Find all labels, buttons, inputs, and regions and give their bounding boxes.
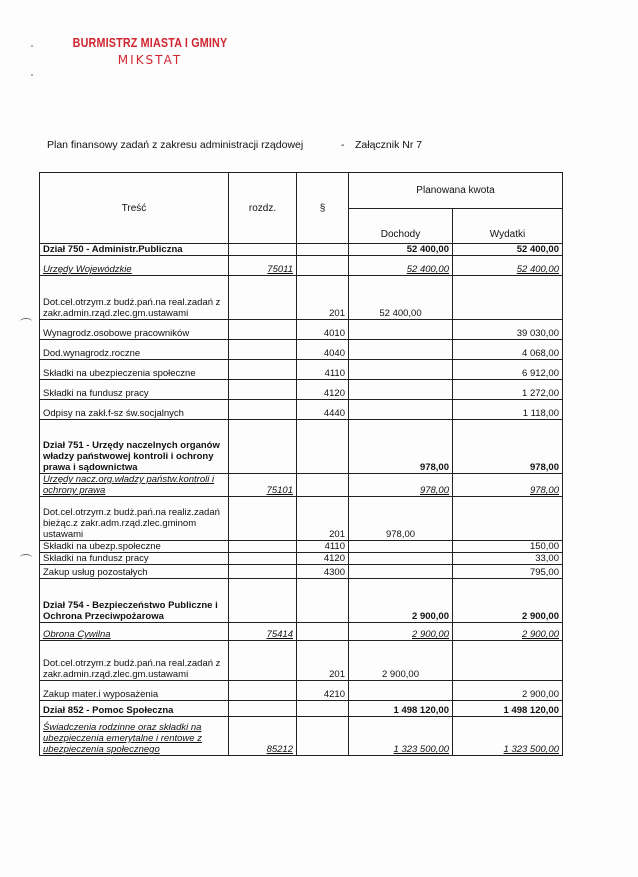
header-row	[40, 173, 563, 209]
cell-rozdz: 85212	[229, 717, 297, 756]
cell-expenses: 33,00	[453, 553, 563, 565]
document-title: Plan finansowy zadań z zakresu administracji rządowej	[47, 139, 304, 151]
cell-paragraph	[297, 579, 349, 623]
cell-income	[349, 340, 453, 360]
cell-income: 2 900,00	[349, 623, 453, 641]
header-income: Dochody	[349, 209, 453, 244]
cell-paragraph: 4010	[297, 320, 349, 340]
cell-tresc: Obrona Cywilna	[40, 623, 229, 641]
cell-rozdz	[229, 276, 297, 320]
cell-rozdz	[229, 579, 297, 623]
cell-tresc: Dział 754 - Bezpieczeństwo Publiczne i Ochrona Przeciwpożarowa	[40, 579, 229, 623]
table-row	[40, 340, 563, 360]
cell-tresc: Świadczenia rodzinne oraz składki na ubezpieczenia emerytalne i rentowe z ubezpieczenia społecznego	[40, 717, 229, 756]
chapter-row	[40, 256, 563, 276]
cell-income: 978,00	[349, 497, 453, 541]
cell-tresc: Dział 750 - Administr.Publiczna	[40, 244, 229, 256]
cell-tresc: Wynagrodz.osobowe pracowników	[40, 320, 229, 340]
cell-tresc: Dot.cel.otrzym.z budż.pań.na real.zadań z zakr.admin.rząd.zlec.gm.ustawami	[40, 641, 229, 681]
cell-expenses: 52 400,00	[453, 256, 563, 276]
table-row	[40, 565, 563, 579]
title-separator: -	[341, 139, 345, 151]
cell-expenses: 978,00	[453, 420, 563, 474]
cell-paragraph: 4120	[297, 380, 349, 400]
cell-income: 978,00	[349, 420, 453, 474]
cell-tresc: Składki na fundusz pracy	[40, 553, 229, 565]
cell-paragraph	[297, 623, 349, 641]
cell-rozdz: 75101	[229, 474, 297, 497]
cell-income	[349, 681, 453, 701]
cell-paragraph: 201	[297, 641, 349, 681]
cell-expenses: 1 323 500,00	[453, 717, 563, 756]
cell-expenses	[453, 276, 563, 320]
cell-income	[349, 541, 453, 553]
table-row	[40, 380, 563, 400]
cell-income	[349, 565, 453, 579]
cell-rozdz: 75011	[229, 256, 297, 276]
chapter-row	[40, 474, 563, 497]
cell-paragraph	[297, 420, 349, 474]
scan-speck	[31, 45, 33, 47]
cell-expenses: 52 400,00	[453, 244, 563, 256]
cell-tresc: Dot.cel.otrzym.z budż.pań.na realiz.zadań bieżąc.z zakr.adm.rząd.zlec.gminom ustawami	[40, 497, 229, 541]
cell-expenses: 4 068,00	[453, 340, 563, 360]
cell-expenses: 1 498 120,00	[453, 701, 563, 717]
cell-income: 1 498 120,00	[349, 701, 453, 717]
header-expenses: Wydatki	[453, 209, 563, 244]
cell-rozdz	[229, 553, 297, 565]
margin-mark	[20, 318, 32, 325]
cell-paragraph: 4110	[297, 541, 349, 553]
cell-paragraph: 201	[297, 497, 349, 541]
cell-rozdz: 75414	[229, 623, 297, 641]
cell-expenses: 6 912,00	[453, 360, 563, 380]
cell-expenses: 2 900,00	[453, 623, 563, 641]
cell-tresc: Urzędy Wojewódzkie	[40, 256, 229, 276]
cell-rozdz	[229, 641, 297, 681]
cell-paragraph: 4300	[297, 565, 349, 579]
table-row	[40, 641, 563, 681]
cell-paragraph: 201	[297, 276, 349, 320]
cell-income: 52 400,00	[349, 244, 453, 256]
cell-income	[349, 400, 453, 420]
cell-expenses: 1 272,00	[453, 380, 563, 400]
scan-speck	[31, 74, 33, 76]
cell-expenses: 2 900,00	[453, 681, 563, 701]
chapter-row	[40, 623, 563, 641]
cell-paragraph: 4110	[297, 360, 349, 380]
cell-paragraph	[297, 701, 349, 717]
attachment-label: Załącznik Nr 7	[355, 139, 423, 151]
cell-income: 52 400,00	[349, 256, 453, 276]
table-row	[40, 681, 563, 701]
section-row	[40, 420, 563, 474]
table-row	[40, 276, 563, 320]
cell-income: 52 400,00	[349, 276, 453, 320]
table-row	[40, 320, 563, 340]
cell-expenses: 795,00	[453, 565, 563, 579]
section-row	[40, 244, 563, 256]
cell-income: 2 900,00	[349, 579, 453, 623]
cell-rozdz	[229, 701, 297, 717]
cell-paragraph: 4440	[297, 400, 349, 420]
margin-mark	[20, 554, 32, 561]
cell-income: 2 900,00	[349, 641, 453, 681]
table-row	[40, 400, 563, 420]
header-rozdz: rozdz.	[229, 173, 297, 244]
cell-expenses	[453, 641, 563, 681]
cell-rozdz	[229, 244, 297, 256]
cell-income	[349, 553, 453, 565]
table-row	[40, 553, 563, 565]
table-row	[40, 541, 563, 553]
cell-expenses: 150,00	[453, 541, 563, 553]
cell-rozdz	[229, 360, 297, 380]
cell-rozdz	[229, 380, 297, 400]
header-paragraph: §	[297, 173, 349, 244]
cell-paragraph	[297, 717, 349, 756]
cell-paragraph: 4210	[297, 681, 349, 701]
cell-paragraph	[297, 244, 349, 256]
cell-tresc: Dot.cel.otrzym.z budż.pań.na real.zadań z zakr.admin.rząd.zlec.gm.ustawami	[40, 276, 229, 320]
cell-income	[349, 380, 453, 400]
cell-tresc: Dod.wynagrodz.roczne	[40, 340, 229, 360]
cell-income: 1 323 500,00	[349, 717, 453, 756]
cell-paragraph: 4040	[297, 340, 349, 360]
stamp-line-1: BURMISTRZ MIASTA I GMINY	[72, 36, 228, 50]
cell-income	[349, 320, 453, 340]
section-row	[40, 579, 563, 623]
document-title-line	[47, 139, 423, 151]
cell-rozdz	[229, 565, 297, 579]
cell-rozdz	[229, 420, 297, 474]
cell-expenses: 978,00	[453, 474, 563, 497]
cell-expenses: 2 900,00	[453, 579, 563, 623]
cell-tresc: Zakup usług pozostałych	[40, 565, 229, 579]
header-planned-amount: Planowana kwota	[349, 173, 563, 209]
cell-expenses	[453, 497, 563, 541]
table-row	[40, 497, 563, 541]
cell-rozdz	[229, 681, 297, 701]
cell-tresc: Odpisy na zakł.f-sz św.socjalnych	[40, 400, 229, 420]
cell-expenses: 39 030,00	[453, 320, 563, 340]
cell-tresc: Urzędy nacz.org.władzy państw.kontroli i ochrony prawa	[40, 474, 229, 497]
cell-rozdz	[229, 320, 297, 340]
cell-tresc: Dział 852 - Pomoc Społeczna	[40, 701, 229, 717]
cell-rozdz	[229, 340, 297, 360]
cell-tresc: Składki na ubezpieczenia społeczne	[40, 360, 229, 380]
section-row	[40, 701, 563, 717]
cell-paragraph	[297, 256, 349, 276]
chapter-row	[40, 717, 563, 756]
cell-expenses: 1 118,00	[453, 400, 563, 420]
cell-tresc: Zakup mater.i wyposażenia	[40, 681, 229, 701]
cell-rozdz	[229, 541, 297, 553]
header-tresc: Treść	[40, 173, 229, 244]
cell-tresc: Dział 751 - Urzędy naczelnych organów władzy państwowej kontroli i ochrony prawa i sądownictwa	[40, 420, 229, 474]
table-row	[40, 360, 563, 380]
cell-rozdz	[229, 400, 297, 420]
stamp-line-2: MIKSTAT	[117, 53, 183, 67]
cell-paragraph: 4120	[297, 553, 349, 565]
cell-income	[349, 360, 453, 380]
cell-income: 978,00	[349, 474, 453, 497]
cell-paragraph	[297, 474, 349, 497]
office-stamp	[60, 36, 240, 67]
cell-rozdz	[229, 497, 297, 541]
financial-plan-table	[39, 172, 563, 756]
cell-tresc: Składki na fundusz pracy	[40, 380, 229, 400]
cell-tresc: Składki na ubezp.społeczne	[40, 541, 229, 553]
